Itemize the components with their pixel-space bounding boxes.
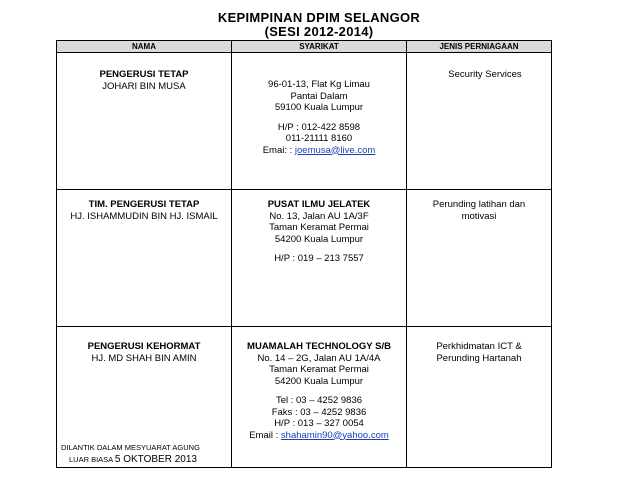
business-type: Perunding Hartanah (436, 352, 522, 364)
business-cell (407, 53, 552, 190)
fax-line: Faks : 03 – 4252 9836 (271, 406, 367, 418)
header-syarikat: SYARIKAT (232, 41, 407, 53)
role-label: PENGERUSI TETAP (99, 69, 189, 80)
person-name: HJ. MD SHAH BIN AMIN (91, 352, 197, 364)
person-name: HJ. ISHAMMUDIN BIN HJ. ISMAIL (70, 210, 218, 222)
role-label: TIM. PENGERUSI TETAP (88, 199, 200, 210)
company-name: PUSAT ILMU JELATEK (267, 199, 371, 210)
note-line (61, 454, 200, 466)
email-link[interactable]: joemusa@live.com (294, 144, 376, 156)
address-line: No. 14 – 2G, Jalan AU 1A/4A (257, 352, 381, 364)
email-link[interactable]: shahamin90@yahoo.com (280, 429, 389, 441)
business-cell (407, 190, 552, 327)
phone-line: Tel : 03 – 4252 9836 (275, 395, 363, 406)
table-row (57, 327, 552, 468)
name-cell (57, 327, 232, 468)
company-cell (232, 327, 407, 468)
address-line: Pantai Dalam (290, 90, 348, 102)
document-subtitle: (SESI 2012-2014) (264, 24, 374, 39)
business-type: motivasi (461, 210, 497, 222)
header-nama: NAMA (57, 41, 232, 53)
phone-line: 011-21111 8160 (285, 133, 353, 144)
phone-line: H/P : 013 – 327 0054 (274, 418, 364, 429)
company-cell (232, 190, 407, 327)
role-label: PENGERUSI KEHORMAT (87, 341, 201, 352)
name-cell (57, 53, 232, 190)
business-type: Security Services (448, 69, 522, 80)
address-line: Taman Keramat Permai (269, 222, 369, 233)
email-label: Email : (249, 429, 281, 441)
company-name: MUAMALAH TECHNOLOGY S/B (247, 341, 391, 352)
note-prefix: LUAR BIASA (69, 454, 115, 464)
table-row (57, 53, 552, 190)
address-line: No. 13, Jalan AU 1A/3F (269, 210, 369, 222)
table-row (57, 190, 552, 327)
name-cell (57, 190, 232, 327)
document-title: KEPIMPINAN DPIM SELANGOR (217, 10, 421, 25)
address-line: Taman Keramat Permai (269, 364, 369, 375)
note-line: DILANTIK DALAM MESYUARAT AGUNG (61, 443, 200, 452)
note-date: 5 OKTOBER 2013 (114, 453, 197, 465)
phone-line: H/P : 019 – 213 7557 (274, 253, 364, 264)
person-name: JOHARI BIN MUSA (102, 80, 186, 92)
header-jenis-perniagaan: JENIS PERNIAGAAN (407, 41, 552, 53)
appointment-note (61, 442, 200, 465)
email-label: Emai: : (262, 144, 295, 156)
address-line: 54200 Kuala Lumpur (274, 233, 364, 245)
leadership-table (56, 40, 552, 468)
company-cell (232, 53, 407, 190)
address-line: 96-01-13, Flat Kg Limau (268, 79, 370, 90)
phone-line: H/P : 012-422 8598 (277, 121, 361, 133)
address-line: 54200 Kuala Lumpur (274, 375, 364, 387)
business-type: Perkhidmatan ICT & (436, 341, 522, 352)
business-cell (407, 327, 552, 468)
email-line (232, 145, 406, 157)
header-row (57, 41, 552, 53)
business-type: Perunding latihan dan (432, 199, 526, 210)
email-line (232, 430, 406, 442)
address-line: 59100 Kuala Lumpur (274, 102, 364, 113)
